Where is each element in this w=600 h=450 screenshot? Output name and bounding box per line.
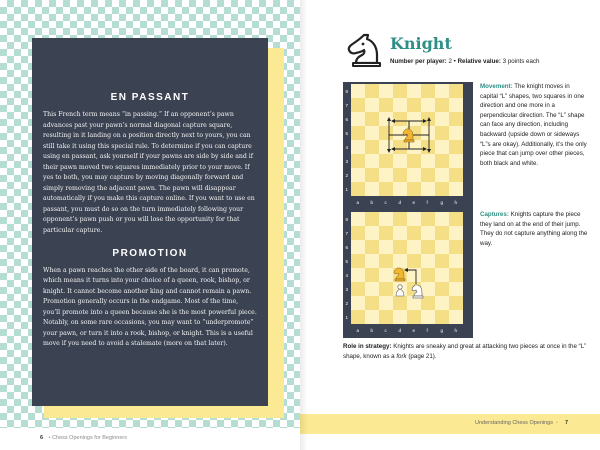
board-square xyxy=(379,254,393,268)
board-square xyxy=(365,140,379,154)
file-label: f xyxy=(426,328,428,333)
footer-separator: • xyxy=(48,435,51,441)
movement-board xyxy=(343,82,473,210)
board-square xyxy=(351,140,365,154)
board-square xyxy=(449,168,463,182)
board-square xyxy=(365,254,379,268)
board-square xyxy=(449,268,463,282)
file-label: c xyxy=(384,200,387,205)
board-square xyxy=(379,140,393,154)
captures-label: Captures: xyxy=(480,211,509,218)
file-label: h xyxy=(454,328,458,333)
board-square xyxy=(435,240,449,254)
rank-label: 6 xyxy=(345,245,349,250)
right-footer xyxy=(300,414,600,434)
page-number-left: 6 xyxy=(40,435,44,441)
board-square xyxy=(365,296,379,310)
board-square xyxy=(407,168,421,182)
board-square xyxy=(435,268,449,282)
board-square xyxy=(435,98,449,112)
file-label: b xyxy=(370,328,374,333)
board-square xyxy=(393,154,407,168)
board-square xyxy=(379,310,393,324)
section-title: Understanding Chess Openings xyxy=(475,420,553,426)
board-square xyxy=(407,98,421,112)
strategy-label: Role in strategy: xyxy=(343,343,392,350)
board-square xyxy=(449,112,463,126)
board-square xyxy=(393,168,407,182)
rank-label: 7 xyxy=(345,103,349,108)
board-square xyxy=(365,98,379,112)
board-square xyxy=(449,310,463,324)
board-square xyxy=(435,126,449,140)
board-square xyxy=(449,296,463,310)
board-square xyxy=(393,226,407,240)
page-reference: (page 21). xyxy=(406,352,437,360)
page-number-right: 7 xyxy=(564,420,568,426)
board-square xyxy=(379,296,393,310)
movement-description xyxy=(480,82,588,168)
board-square xyxy=(351,254,365,268)
file-label: a xyxy=(356,328,360,333)
board-square xyxy=(407,154,421,168)
file-label: d xyxy=(398,328,402,333)
movement-body: The knight moves in capital “L” shapes, two squares in one direction and one more in a perpendicular direction. The “L” shape can face any direction, including backward (upside down or sideways “L”s are okay). Additionally, it’s the only piece that can jump over other pieces, both black and white. xyxy=(480,83,587,167)
board-square xyxy=(393,182,407,196)
board-square xyxy=(421,98,435,112)
strategy-body: Knights are sneaky and great at attacking two pieces at once in the “L” shape, known as a xyxy=(343,343,587,360)
board-square xyxy=(421,212,435,226)
fork-term: fork xyxy=(396,352,407,360)
rank-label: 3 xyxy=(345,159,349,164)
board-square xyxy=(449,126,463,140)
knight-logo-icon xyxy=(342,32,384,68)
board-square xyxy=(393,212,407,226)
board-square xyxy=(421,240,435,254)
board-square xyxy=(351,182,365,196)
board-square xyxy=(393,240,407,254)
right-footer-text xyxy=(475,420,568,426)
file-label: e xyxy=(412,328,416,333)
right-page xyxy=(300,0,600,450)
board-square xyxy=(351,226,365,240)
board-square xyxy=(421,310,435,324)
rank-label: 1 xyxy=(345,187,349,192)
file-label: e xyxy=(412,200,416,205)
board-square xyxy=(435,212,449,226)
board-square xyxy=(407,212,421,226)
board-square xyxy=(421,154,435,168)
rank-label: 3 xyxy=(345,287,349,292)
gutter-shadow xyxy=(300,0,308,450)
board-square xyxy=(407,226,421,240)
board-square xyxy=(435,112,449,126)
board-square xyxy=(421,282,435,296)
board-square xyxy=(393,254,407,268)
board-square xyxy=(351,168,365,182)
board-square xyxy=(449,98,463,112)
board-square xyxy=(407,84,421,98)
board-square xyxy=(449,254,463,268)
file-label: f xyxy=(426,200,428,205)
file-label: h xyxy=(454,200,458,205)
board-square xyxy=(365,154,379,168)
board-square xyxy=(379,112,393,126)
piece-meta xyxy=(390,58,539,65)
board-square xyxy=(365,226,379,240)
captures-body: Knights capture the piece they land on at the end of their jump. They do not capture anything along the way. xyxy=(480,211,588,247)
left-footer xyxy=(0,428,300,450)
rank-label: 8 xyxy=(345,89,349,94)
board-square xyxy=(365,84,379,98)
rank-label: 5 xyxy=(345,259,349,264)
board-square xyxy=(449,212,463,226)
board-square xyxy=(351,126,365,140)
left-footer-text xyxy=(40,435,127,441)
board-square xyxy=(435,282,449,296)
rank-label: 2 xyxy=(345,173,349,178)
board-square xyxy=(379,126,393,140)
rank-label: 2 xyxy=(345,301,349,306)
board-square xyxy=(351,310,365,324)
board-square xyxy=(379,154,393,168)
board-square xyxy=(365,112,379,126)
board-square xyxy=(407,254,421,268)
board-square xyxy=(435,154,449,168)
info-box xyxy=(32,38,268,406)
file-label: g xyxy=(440,328,444,333)
board-square xyxy=(365,268,379,282)
board-square xyxy=(365,240,379,254)
board-square xyxy=(421,140,435,154)
board-square xyxy=(351,212,365,226)
captures-board xyxy=(343,210,473,338)
board-square xyxy=(379,226,393,240)
rank-label: 5 xyxy=(345,131,349,136)
board-square xyxy=(365,126,379,140)
board-square xyxy=(365,310,379,324)
board-square xyxy=(379,282,393,296)
rank-label: 7 xyxy=(345,231,349,236)
board-square xyxy=(421,254,435,268)
board-square xyxy=(351,154,365,168)
board-square xyxy=(435,182,449,196)
board-square xyxy=(351,282,365,296)
relative-value: 3 points each xyxy=(502,58,540,65)
board-square xyxy=(435,84,449,98)
promotion-heading: PROMOTION xyxy=(112,247,188,259)
board-square xyxy=(421,168,435,182)
board-square xyxy=(449,84,463,98)
board-square xyxy=(393,84,407,98)
per-player-label: Number per player: xyxy=(390,58,447,65)
rank-label: 8 xyxy=(345,217,349,222)
file-label: c xyxy=(384,328,387,333)
rank-label: 4 xyxy=(345,273,349,278)
board-square xyxy=(435,310,449,324)
board-square xyxy=(435,226,449,240)
board-square xyxy=(435,168,449,182)
captures-description xyxy=(480,210,588,248)
rank-label: 6 xyxy=(345,117,349,122)
board-square xyxy=(407,182,421,196)
book-title: Chess Openings for Beginners xyxy=(52,435,127,441)
board-square xyxy=(379,212,393,226)
board-square xyxy=(421,226,435,240)
board-square xyxy=(435,254,449,268)
file-label: d xyxy=(398,200,402,205)
relative-value-label: Relative value: xyxy=(457,58,501,65)
board-square xyxy=(379,182,393,196)
footer-separator: • xyxy=(556,420,558,426)
board-squares xyxy=(351,212,463,324)
per-player-value: 2 xyxy=(448,58,452,65)
promotion-text: When a pawn reaches the other side of the board, it can promote, which means it turns into your choice of a queen, rook, bishop, or knight. It cannot become another king and cannot remain a pawn. Promotion generally occurs in the endgame. Most of the time, you’ll promote into a queen because she is the most powerful piece. Notably, on some rare occasions, you may want to “underpromote” your pawn, or turn it into a rook, bishop, or knight. This is a useful move if you need to avoid a stalemate (more on that later). xyxy=(43,266,257,348)
meta-separator: • xyxy=(453,58,456,65)
board-square xyxy=(351,112,365,126)
board-square xyxy=(435,296,449,310)
board-square xyxy=(421,268,435,282)
board-square xyxy=(365,168,379,182)
board-square xyxy=(379,98,393,112)
board-square xyxy=(365,182,379,196)
file-label: g xyxy=(440,200,444,205)
board-square xyxy=(393,98,407,112)
movement-label: Movement: xyxy=(480,83,513,90)
en-passant-heading: EN PASSANT xyxy=(110,92,190,103)
en-passant-text: This French term means “in passing.” If an opponent’s pawn advances past your pawn’s normal diagonal capture square, resulting in it landing on a position directly next to yours, you can still take it using this special rule. To determine if you can capture using en passant, ask yourself if your pawns are side by side and if their pawn moved two squares immediately prior to your move. If yes to both, you may capture by moving diagonally forward and simply removing the adjacent pawn. The pawn will disappear automatically if you make this capture online. If you want to use en passant, you must do so on the turn immediately following your opponent’s pawn push or you will lose the opportunity for that particular capture. xyxy=(43,111,255,235)
board-square xyxy=(365,212,379,226)
board-square xyxy=(351,84,365,98)
file-label: b xyxy=(370,200,374,205)
board-square xyxy=(449,182,463,196)
board-square xyxy=(379,240,393,254)
board-square xyxy=(449,240,463,254)
strategy-description xyxy=(343,342,588,361)
board-square xyxy=(351,98,365,112)
board-square xyxy=(449,154,463,168)
board-square xyxy=(393,112,407,126)
board-square xyxy=(407,240,421,254)
piece-title: Knight xyxy=(390,34,452,53)
board-square xyxy=(449,226,463,240)
rank-label: 1 xyxy=(345,315,349,320)
board-square xyxy=(435,140,449,154)
board-square xyxy=(351,268,365,282)
board-square xyxy=(449,282,463,296)
board-square xyxy=(365,282,379,296)
board-square xyxy=(421,126,435,140)
file-label: a xyxy=(356,200,360,205)
board-square xyxy=(351,240,365,254)
board-square xyxy=(379,268,393,282)
board-square xyxy=(407,310,421,324)
board-square xyxy=(421,182,435,196)
board-square xyxy=(393,310,407,324)
board-square xyxy=(379,84,393,98)
board-square xyxy=(449,140,463,154)
rank-label: 4 xyxy=(345,145,349,150)
board-square xyxy=(351,296,365,310)
board-square xyxy=(421,84,435,98)
board-square xyxy=(379,168,393,182)
board-square xyxy=(393,296,407,310)
